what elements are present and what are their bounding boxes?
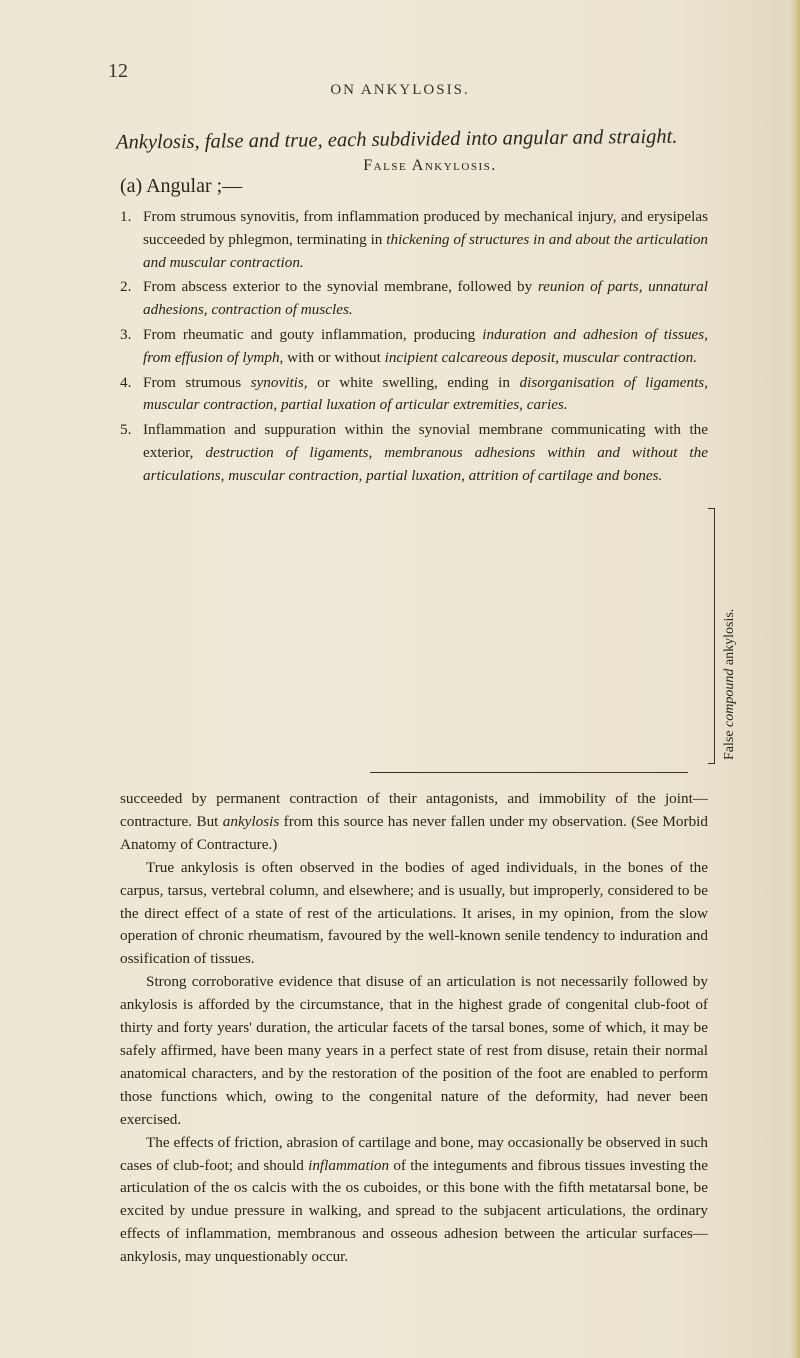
- list-item: [120, 276, 708, 322]
- running-head: ON ANKYLOSIS.: [330, 82, 470, 98]
- list-item-italic: induration and adhesion of tissues, from effusion of lymph,: [143, 325, 708, 366]
- list-item-number: 4.: [120, 373, 132, 391]
- list-item-text: From strumous: [143, 373, 251, 391]
- list-item-text: Inflammation and suppuration within the synovial membrane communicating with the exterior,: [143, 421, 708, 461]
- list-item-text: From strumous synovitis, from inflammation produced by mechanical injury, and erysipelas succeeded by phlegmon, terminating in: [143, 208, 708, 248]
- list-item-number: 2.: [120, 278, 132, 296]
- list-item: [120, 372, 708, 418]
- list-item-italic: destruction of ligaments, membranous adhesions within and without the articulations, muscular contraction, partial luxation, attrition of cartilage and bones.: [143, 443, 708, 484]
- list-item-italic: incipient calcareous deposit, muscular contraction.: [384, 348, 698, 366]
- subheading: (a) Angular ;—: [120, 175, 243, 197]
- list-item-text: From rheumatic and gouty inflammation, producing: [143, 325, 483, 343]
- paragraph: True ankylosis is often observed in the bodies of aged individuals, in the bones of the carpus, tarsus, vertebral column, and elsewhere; and is usually, but improperly, considered to be the direct effect of a state of rest of the articulations. It arises, in my opinion, from the slow operation of chronic rheumatism, favoured by the well-known senile tendency to induration and ossification of tissues.: [120, 858, 708, 968]
- list-item-text: or white swelling, ending in: [307, 373, 520, 391]
- list-item-number: 3.: [120, 325, 132, 343]
- paragraph: The effects of friction, abrasion of cartilage and bone, may occasionally be observed in such cases of club-foot; and should inflammation of the integuments and fibrous tissues investing the articulation of the os calcis with the os cuboides, or this bone with the fifth metatarsal bone, be excited by undue pressure in walking, and spread to the subjacent articulations, the ordinary effects of inflammation, membranous and osseous adhesion between the articular surfaces—ankylosis, may unquestionably occur.: [120, 1133, 708, 1266]
- list-item-text: From abscess exterior to the synovial membrane, followed by: [143, 278, 538, 296]
- list-item-italic: thickening of structures in and about the articulation and muscular contraction.: [143, 230, 709, 271]
- divider-rule: [370, 772, 688, 773]
- list-item-italic: reunion of parts, unnatural adhesions, contraction of muscles.: [143, 278, 708, 319]
- list-item-number: 5.: [120, 421, 132, 439]
- grouping-bracket: [702, 508, 715, 764]
- handwritten-annotation: Ankylosis, false and true, each subdivided into angular and straight.: [115, 125, 678, 154]
- page-number: 12: [108, 60, 128, 82]
- list-item-italic: disorganisation of ligaments, muscular contraction, partial luxation of articular extremities, caries.: [143, 373, 708, 414]
- list-item-italic: synovitis,: [250, 373, 308, 391]
- body-text: [120, 788, 708, 1269]
- list-item: [120, 419, 708, 487]
- list-item: [120, 206, 708, 274]
- list-item: [120, 324, 708, 370]
- paragraph: succeeded by permanent contraction of their antagonists, and immobility of the joint—contracture. But ankylosis from this source has never fallen under my observation. (See Morbid Anatomy of Contracture.): [120, 790, 708, 853]
- paragraph: Strong corroborative evidence that disuse of an articulation is not necessarily followed by ankylosis is afforded by the circumstance, that in the highest grade of congenital club-foot of thirty and forty years' duration, the articular facets of the tarsal bones, some of which, it may be safely affirmed, have been many years in a perfect state of rest from disuse, retain their normal anatomical characters, and by the restoration of the position of the foot are enabled to perform those functions which, owing to the congenital nature of the deformity, had never been exercised.: [120, 973, 708, 1128]
- side-label: False compound ankylosis.: [722, 608, 737, 760]
- page-edge: [790, 0, 800, 1358]
- list-item-number: 1.: [120, 208, 132, 225]
- list-item-text: with or without: [283, 348, 385, 366]
- numbered-list: [120, 206, 708, 490]
- section-heading: False Ankylosis.: [363, 157, 497, 174]
